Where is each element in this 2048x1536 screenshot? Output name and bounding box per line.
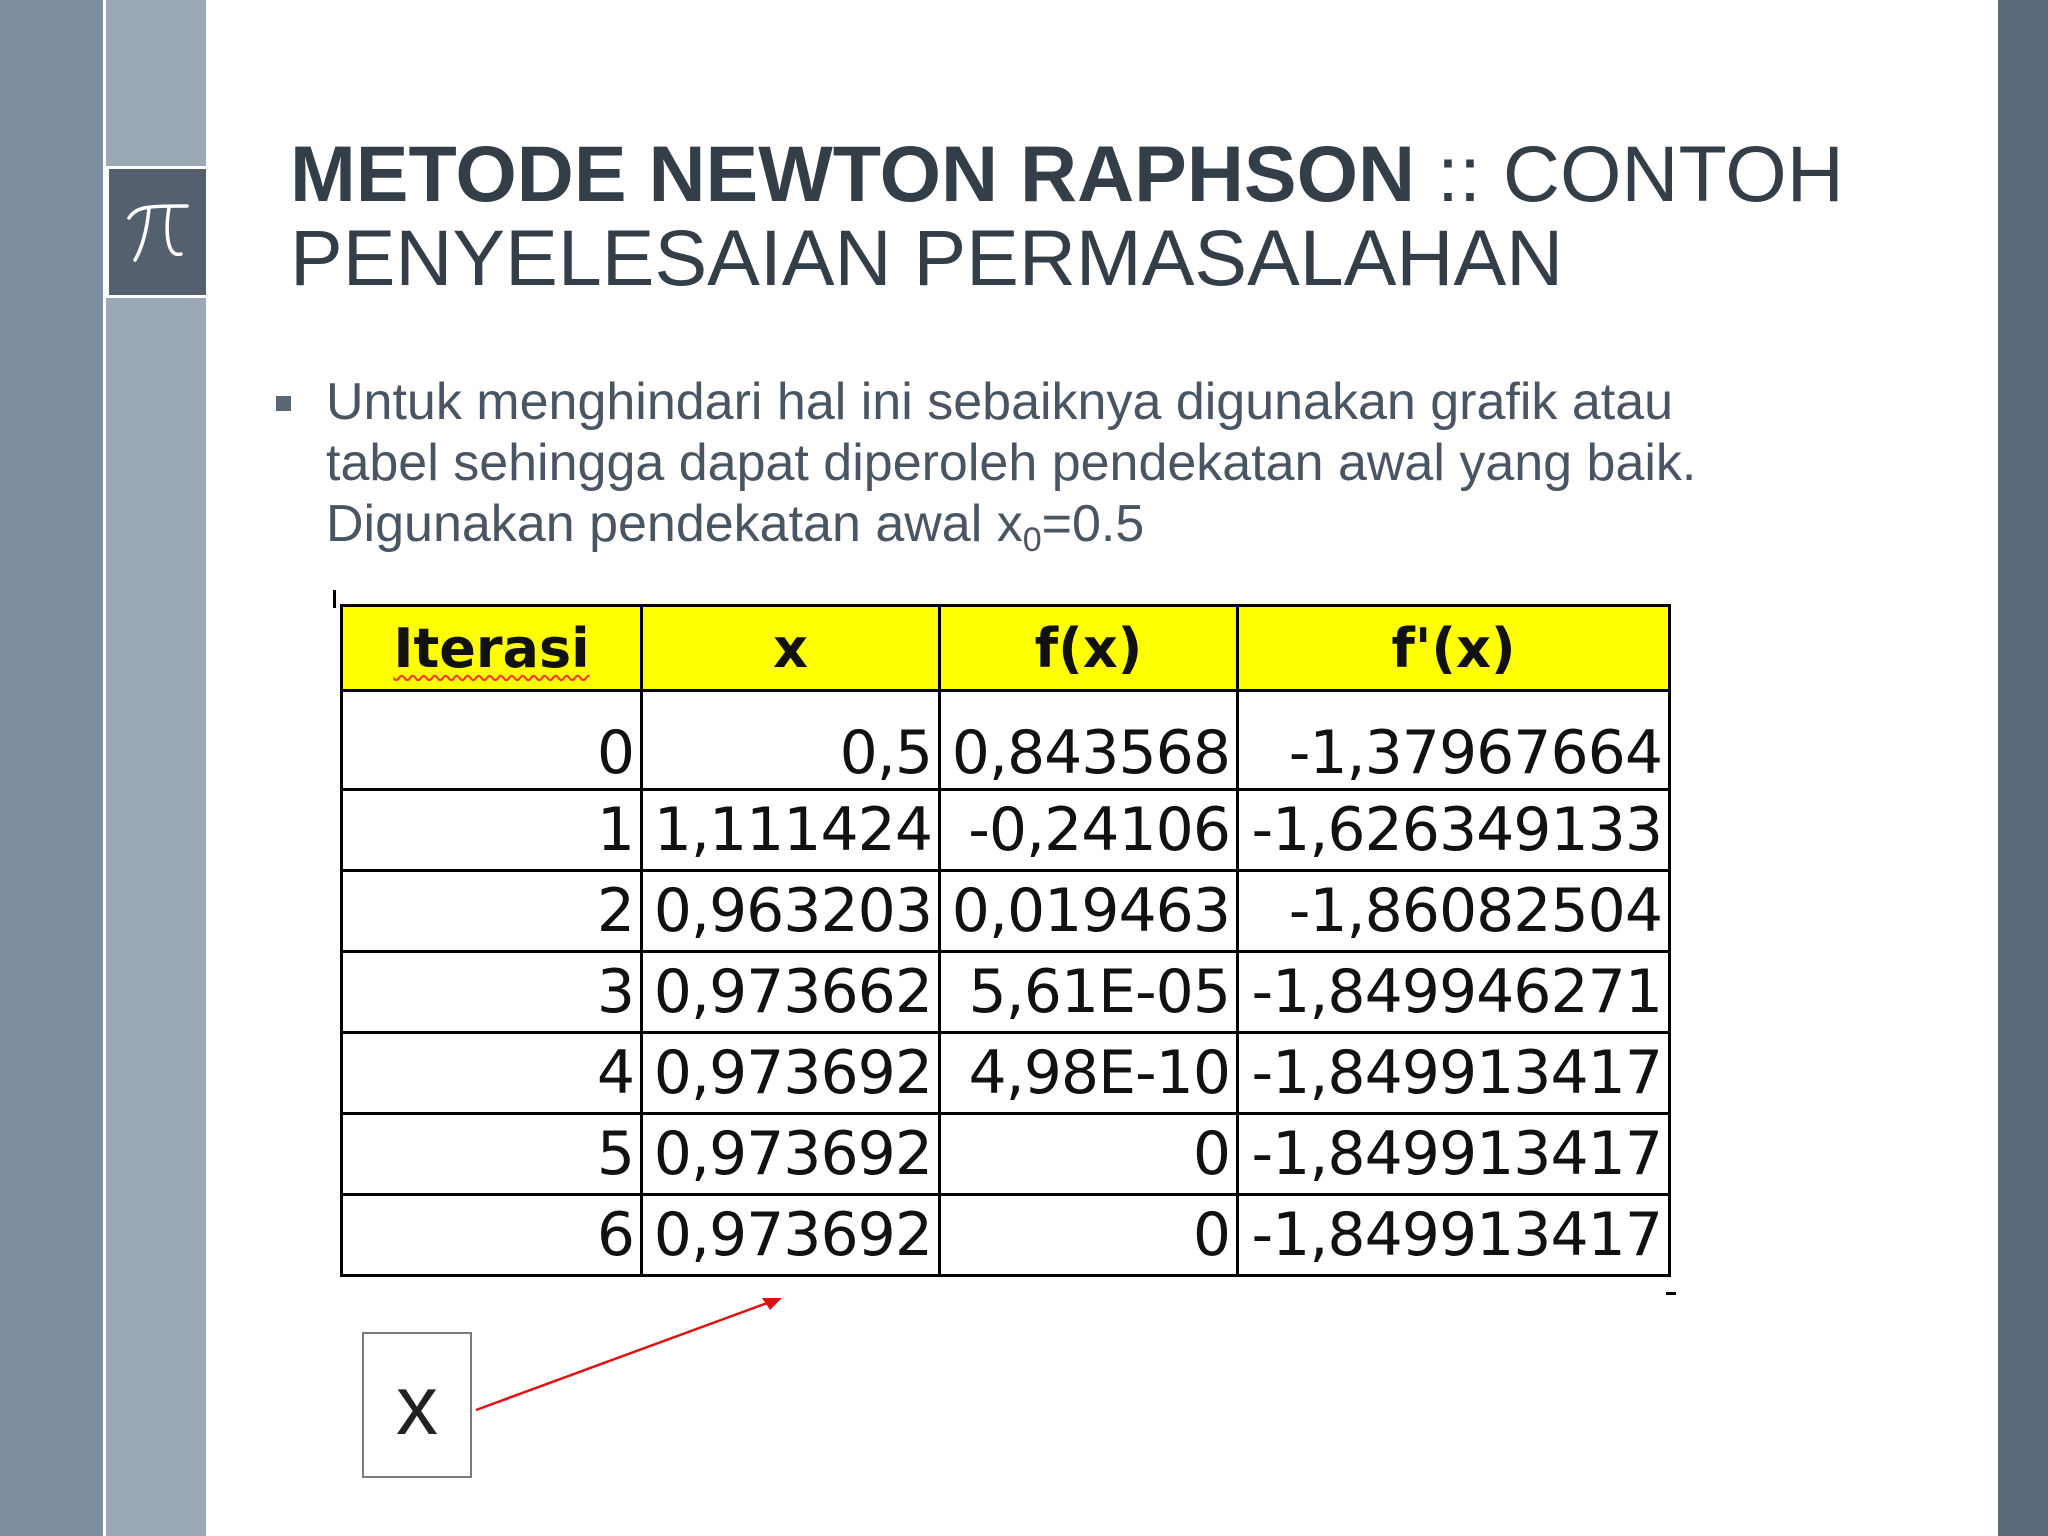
cell-dfx: -1,849946271 — [1238, 952, 1670, 1033]
cell-iterasi: 0 — [342, 691, 642, 790]
cell-dfx: -1,626349133 — [1238, 790, 1670, 871]
slide-title-bold: METODE NEWTON RAPHSON — [290, 129, 1416, 218]
cell-x: 0,973662 — [642, 952, 940, 1033]
slide-title-rest: :: CONTOH PENYELESAIAN PERMASALAHAN — [290, 129, 1844, 302]
callout-label: x — [396, 1357, 438, 1452]
cell-fx: 5,61E-05 — [940, 952, 1238, 1033]
bullet-text-main: Untuk menghindari hal ini sebaiknya digunakan grafik atau tabel sehingga dapat diperoleh pendekatan awal yang baik. Digunakan pendekatan awal x — [326, 373, 1697, 553]
header-dfx: f'(x) — [1238, 606, 1670, 691]
cell-x: 0,973692 — [642, 1195, 940, 1276]
bullet-subscript: 0 — [1022, 521, 1042, 559]
cell-fx: 0,843568 — [940, 691, 1238, 790]
cell-fx: 0,019463 — [940, 871, 1238, 952]
cell-x: 0,963203 — [642, 871, 940, 952]
header-x: x — [642, 606, 940, 691]
cell-fx: 0 — [940, 1114, 1238, 1195]
cell-iterasi: 3 — [342, 952, 642, 1033]
cell-iterasi: 1 — [342, 790, 642, 871]
cell-x: 0,973692 — [642, 1033, 940, 1114]
cell-dfx: -1,86082504 — [1238, 871, 1670, 952]
arrow-line — [476, 1302, 770, 1410]
header-iterasi: Iterasi — [342, 606, 642, 691]
cell-x: 0,5 — [642, 691, 940, 790]
bullet-text-end: =0.5 — [1041, 495, 1145, 553]
cell-iterasi: 6 — [342, 1195, 642, 1276]
cell-dfx: -1,37967664 — [1238, 691, 1670, 790]
cell-fx: 0 — [940, 1195, 1238, 1276]
cell-dfx: -1,849913417 — [1238, 1033, 1670, 1114]
cell-fx: -0,24106 — [940, 790, 1238, 871]
cell-iterasi: 5 — [342, 1114, 642, 1195]
cell-iterasi: 4 — [342, 1033, 642, 1114]
cell-dfx: -1,849913417 — [1238, 1114, 1670, 1195]
cell-fx: 4,98E-10 — [940, 1033, 1238, 1114]
cell-x: 1,111424 — [642, 790, 940, 871]
header-fx: f(x) — [940, 606, 1238, 691]
cell-dfx: -1,849913417 — [1238, 1195, 1670, 1276]
cell-x: 0,973692 — [642, 1114, 940, 1195]
cell-iterasi: 2 — [342, 871, 642, 952]
